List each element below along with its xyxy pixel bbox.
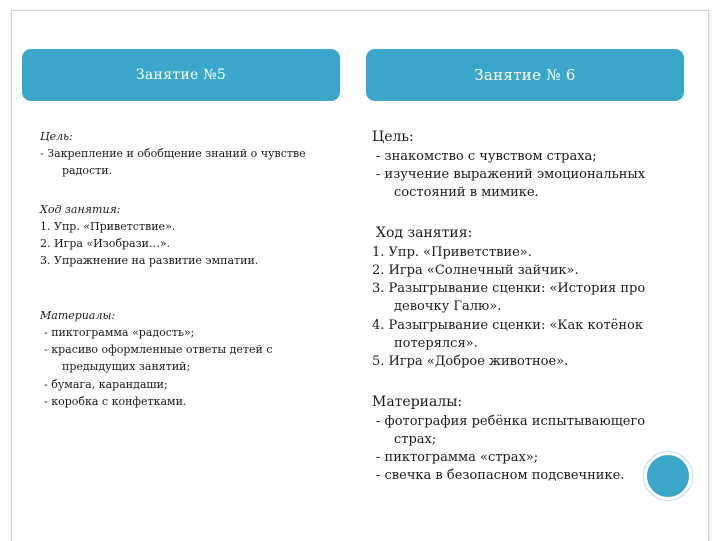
materials-item: - свечка в безопасном подсвечнике. — [376, 468, 625, 484]
materials-title: Материалы: — [40, 309, 116, 323]
materials-item: - красиво оформленные ответы детей с предыдущих занятий; — [44, 343, 273, 374]
goal-line: - изучение выражений эмоциональных состояний в мимике. — [376, 166, 646, 200]
course-title: Ход занятия: — [376, 225, 473, 242]
course-item: 5. Игра «Доброе животное». — [372, 353, 569, 369]
course-item: 3. Упражнение на развитие эмпатии. — [40, 254, 259, 268]
course-item: 2. Игра «Изобрази…». — [40, 237, 171, 251]
lesson-6-content — [372, 128, 672, 485]
course-item: 2. Игра «Солнечный зайчик». — [372, 262, 579, 278]
goal-title: Цель: — [372, 129, 414, 145]
course-item: 1. Упр. «Приветствие». — [372, 244, 532, 260]
course-title: Ход занятия: — [40, 203, 121, 217]
materials-item: - пиктограмма «страх»; — [376, 450, 539, 466]
materials-item: - пиктограмма «радость»; — [44, 326, 195, 340]
materials-item: - бумага, карандаши; — [44, 377, 168, 391]
decorative-circle — [644, 452, 692, 500]
goal-title: Цель: — [40, 130, 73, 143]
course-item: 3. Разыгрывание сценки: «История про девочку Галю». — [372, 281, 646, 315]
materials-title: Материалы: — [372, 394, 463, 411]
lesson-5-header: Занятие №5 — [22, 49, 340, 101]
materials-item: - фотография ребёнка испытывающего страх; — [376, 413, 646, 447]
goal-line: - Закрепление и обобщение знаний о чувстве радости. — [40, 147, 306, 178]
course-item: 4. Разыгрывание сценки: «Как котёнок потерялся». — [372, 317, 643, 351]
lesson-5-content — [40, 128, 330, 410]
lesson-6-header: Занятие № 6 — [366, 49, 684, 101]
materials-item: - коробка с конфетками. — [44, 394, 187, 408]
goal-line: - знакомство с чувством страха; — [376, 148, 597, 164]
course-item: 1. Упр. «Приветствие». — [40, 220, 176, 234]
